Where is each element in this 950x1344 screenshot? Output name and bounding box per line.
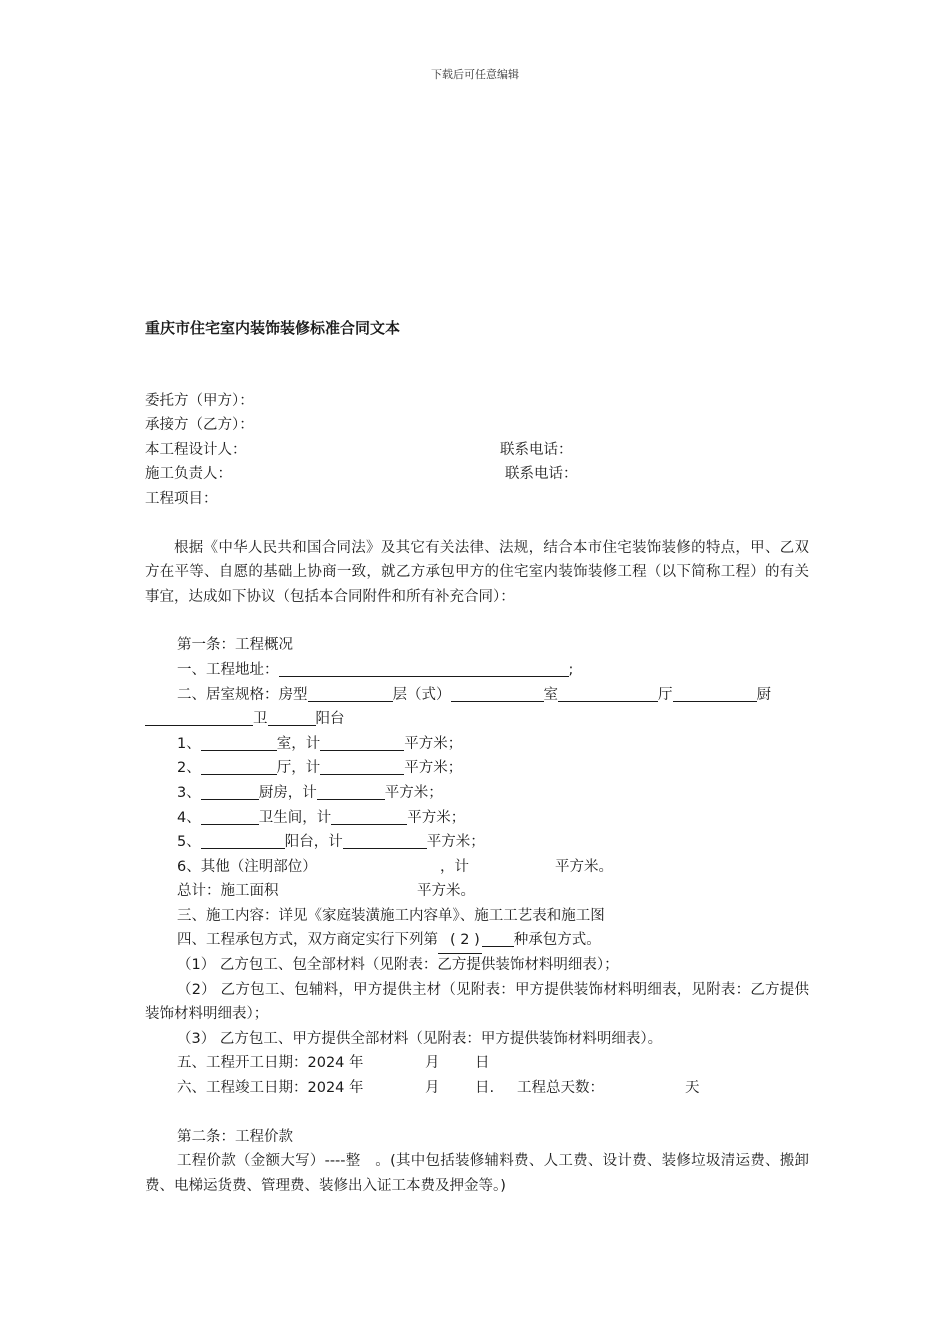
area-item-4 — [145, 806, 809, 831]
kitchen-blank[interactable] — [673, 685, 757, 702]
address-end: ; — [568, 661, 574, 678]
item-unit: 平方米； — [404, 735, 463, 752]
layout-label: 二、居室规格：房型 — [177, 686, 308, 703]
item-name: 厅，计 — [276, 760, 321, 777]
area-item-5 — [145, 830, 809, 855]
balcony-blank[interactable] — [268, 709, 316, 726]
area-item-6 — [145, 855, 809, 880]
area-blank[interactable] — [317, 783, 385, 800]
designer-label: 本工程设计人： — [145, 441, 247, 458]
layout-line — [145, 683, 809, 708]
end-year: 2024 — [307, 1080, 345, 1097]
item-unit: 平方米； — [407, 809, 466, 826]
lead-label: 施工负责人： — [145, 466, 232, 483]
layout-line-cont — [145, 707, 809, 732]
other-ji: ，计 — [440, 858, 469, 875]
start-label: 五、工程开工日期： — [177, 1055, 308, 1072]
mode-post: 种承包方式。 — [513, 932, 601, 949]
item-num: 2、 — [177, 760, 201, 777]
bath-blank[interactable] — [145, 709, 253, 726]
end-label: 六、工程竣工日期： — [177, 1080, 308, 1097]
room-label: 室 — [543, 686, 558, 703]
area-item-2 — [145, 756, 809, 781]
article2-heading: 第二条：工程价款 — [177, 1128, 293, 1145]
lead-line — [145, 462, 809, 487]
other-unit: 平方米。 — [555, 858, 613, 875]
designer-line — [145, 438, 809, 463]
client-label: 委托方（甲方）： — [145, 392, 254, 409]
address-label: 一、工程地址： — [177, 661, 279, 678]
lead-phone-label: 联系电话： — [505, 466, 578, 483]
count-blank[interactable] — [201, 734, 277, 751]
total-unit: 平方米。 — [417, 883, 475, 900]
price-paragraph: 工程价款（金额大写）----整 。(其中包括装修辅料费、人工费、设计费、装修垃圾清运费、搬卸费、电梯运货费、管理费、装修出入证工本费及押金等。) — [145, 1153, 809, 1194]
total-days-label: 工程总天数： — [517, 1080, 604, 1097]
item-name: 室，计 — [276, 735, 321, 752]
kitchen-label: 厨 — [756, 686, 771, 703]
item-num: 5、 — [177, 834, 201, 851]
item-num: 3、 — [177, 784, 201, 801]
count-blank[interactable] — [201, 758, 277, 775]
project-line — [145, 487, 809, 512]
count-blank[interactable] — [201, 832, 285, 849]
address-blank[interactable] — [279, 660, 569, 677]
area-blank[interactable] — [320, 758, 404, 775]
area-blank[interactable] — [320, 734, 404, 751]
count-blank[interactable] — [201, 808, 259, 825]
day-label: 日 — [475, 1055, 490, 1072]
item-num: 4、 — [177, 809, 201, 826]
month-label: 月 — [425, 1080, 440, 1097]
hall-label: 厅 — [658, 686, 673, 703]
item-unit: 平方米； — [384, 784, 443, 801]
item-unit: 平方米； — [404, 760, 463, 777]
item-unit: 平方米； — [426, 834, 485, 851]
count-blank[interactable] — [201, 783, 259, 800]
total-line — [145, 879, 809, 904]
item-name: 厨房，计 — [258, 784, 317, 801]
start-date-line — [145, 1051, 809, 1076]
item-num: 6、 — [177, 858, 201, 875]
designer-phone-label: 联系电话： — [500, 441, 573, 458]
contractor-label: 承接方（乙方）： — [145, 417, 254, 434]
year-label: 年 — [349, 1055, 364, 1072]
month-label: 月 — [425, 1055, 440, 1072]
area-item-1 — [145, 732, 809, 757]
area-blank[interactable] — [343, 832, 427, 849]
hall-blank[interactable] — [558, 685, 658, 702]
contractor-line — [145, 413, 809, 438]
balcony-label: 阳台 — [315, 711, 345, 728]
days-unit: 天 — [685, 1080, 700, 1097]
mode-line — [145, 928, 809, 953]
item-name: 阳台，计 — [284, 834, 343, 851]
year-label: 年 — [349, 1080, 364, 1097]
area-blank[interactable] — [331, 808, 407, 825]
layer-blank[interactable] — [308, 685, 393, 702]
item-name: 卫生间，计 — [258, 809, 332, 826]
mode-option-1: （1） 乙方包工、包全部材料（见附表：乙方提供装饰材料明细表）； — [177, 957, 619, 974]
page-header-note: 下载后可任意编辑 — [431, 68, 519, 81]
mode-pre: 四、工程承包方式，双方商定实行下列第 — [177, 932, 438, 949]
content-line: 三、施工内容：详见《家庭装潢施工内容单》、施工工艺表和施工图 — [177, 907, 605, 924]
mode-option-3: （3） 乙方包工、甲方提供全部材料（见附表：甲方提供装饰材料明细表）。 — [177, 1030, 663, 1047]
item-num: 1、 — [177, 735, 201, 752]
document-title: 重庆市住宅室内装饰装修标准合同文本 — [145, 319, 401, 337]
article1-heading: 第一条：工程概况 — [177, 637, 293, 654]
mode-blank[interactable] — [482, 930, 514, 947]
area-item-3 — [145, 781, 809, 806]
total-label: 总计：施工面积 — [177, 883, 279, 900]
layer-label: 层（式） — [392, 686, 451, 703]
day-label: 日. — [475, 1080, 495, 1097]
start-year: 2024 — [307, 1055, 345, 1072]
end-date-line — [145, 1076, 809, 1101]
mode-value[interactable]: ( 2 ) — [438, 928, 482, 954]
contract-document — [145, 316, 809, 1198]
other-label: 其他（注明部位） — [200, 858, 317, 875]
intro-paragraph: 根据《中华人民共和国合同法》及其它有关法律、法规，结合本市住宅装饰装修的特点，甲、乙双方在平等、自愿的基础上协商一致，就乙方承包甲方的住宅室内装饰装修工程（以下简称工程）的有关事宜，达成如下协议（包括本合同附件和所有补充合同）： — [145, 539, 809, 605]
address-line — [145, 658, 809, 683]
bath-label: 卫 — [253, 711, 268, 728]
room-blank[interactable] — [451, 685, 544, 702]
client-line — [145, 389, 809, 414]
project-label: 工程项目： — [145, 490, 218, 507]
mode-option-2: （2） 乙方包工、包辅料，甲方提供主材（见附表：甲方提供装饰材料明细表，见附表：乙方提供装饰材料明细表）； — [145, 981, 809, 1023]
